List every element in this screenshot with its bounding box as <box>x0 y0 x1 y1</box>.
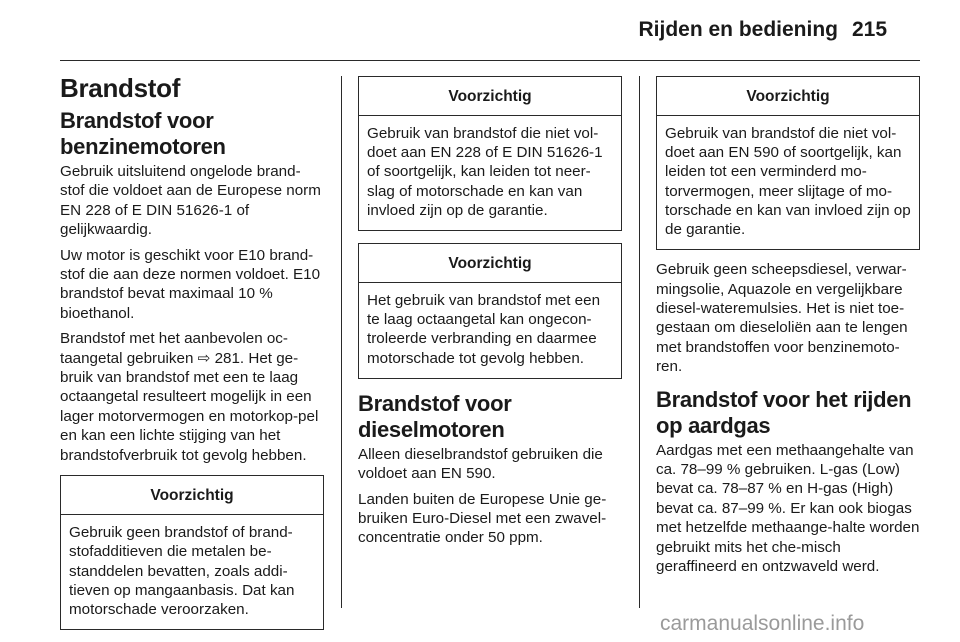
warning-box <box>656 76 920 250</box>
warning-text: Gebruik geen brandstof of brand-stofadditieven die metalen be-standdelen bevatten, zoals addi-tieven op mangaanbasis. Dat kan motorschade veroorzaken. <box>69 524 295 618</box>
page-reference-icon: ⇨ <box>197 349 211 367</box>
warning-box <box>358 76 622 231</box>
warning-box <box>60 475 324 630</box>
paragraph: Aardgas met een methaangehalte van ca. 78–99 % gebruiken. L-gas (Low) bevat ca. 78–87 % en H-gas (High) bevat ca. 87–99 %. Er kan ook biogas met hetzelfde methaange-halte worden gebruikt mits het che-misch geraffineerd en ontzwaveld werd. <box>656 441 920 576</box>
paragraph-octane <box>60 329 324 465</box>
paragraph: Gebruik uitsluitend ongelode brand-stof die voldoet aan de Europese norm EN 228 of E DIN 51626-1 of gelijkwaardig. <box>60 163 321 239</box>
paragraph: Gebruik geen scheepsdiesel, verwar-mingsolie, Aquazole en vergelijkbare diesel-wateremulsies. Het is niet toe-gestaan om dieseloliën aan te lengen met brandstoffen voor benzinemoto-ren. <box>656 261 908 376</box>
paragraph-text: 281. Het ge-bruik van brandstof met een te laag octaangetal resulteert mogelijk in een lager motorvermogen en motorkop-pel en kan een lichte stijging van het brandstofverbruik tot gevolg hebben. <box>60 349 319 464</box>
column-1 <box>60 72 324 642</box>
paragraph: Uw motor is geschikt voor E10 brand-stof die aan deze normen voldoet. E10 brandstof bevat maximaal 10 % bioethanol. <box>60 246 321 322</box>
paragraph-text: Brandstof met het aanbevolen oc-taangetal gebruiken <box>60 330 288 367</box>
warning-heading: Voorzichtig <box>359 77 621 116</box>
column-divider-2 <box>639 76 640 608</box>
column-divider-1 <box>341 76 342 608</box>
column-2 <box>358 76 622 554</box>
subsection-title-diesel: Brandstof voor dieselmotoren <box>358 390 512 442</box>
warning-text: Gebruik van brandstof die niet vol-doet aan EN 590 of soortgelijk, kan leiden tot een verminderd mo-torvermogen, meer slijtage of mo-torschade en kan van invloed zijn op de garantie. <box>665 125 911 239</box>
header-rule <box>60 60 920 61</box>
warning-text: Het gebruik van brandstof met een te laag octaangetal kan ongecon-troleerde verbranding en daarmee motorschade tot gevolg hebben. <box>367 292 601 367</box>
section-title: Brandstof <box>60 73 181 103</box>
page-number: 215 <box>852 18 888 41</box>
running-header-title: Rijden en bediening <box>638 18 838 41</box>
paragraph: Landen buiten de Europese Unie ge-bruiken Euro-Diesel met een zwavel-concentratie onder 50 ppm. <box>358 490 607 547</box>
paragraph: Alleen dieselbrandstof gebruiken die voldoet aan EN 590. <box>358 445 603 483</box>
subsection-title-petrol: Brandstof voor benzinemotoren <box>60 108 226 159</box>
warning-text: Gebruik van brandstof die niet vol-doet aan EN 228 of E DIN 51626-1 of soortgelijk, kan leiden tot neer-slag of motorschade en kan van invloed zijn op de garantie. <box>367 125 603 219</box>
warning-heading: Voorzichtig <box>657 77 919 116</box>
column-3 <box>656 76 920 583</box>
warning-heading: Voorzichtig <box>61 476 323 515</box>
warning-box <box>358 243 622 379</box>
subsection-title-natural-gas: Brandstof voor het rijden op aardgas <box>656 386 912 438</box>
watermark: carmanualsonline.info <box>660 612 865 635</box>
warning-heading: Voorzichtig <box>359 244 621 283</box>
